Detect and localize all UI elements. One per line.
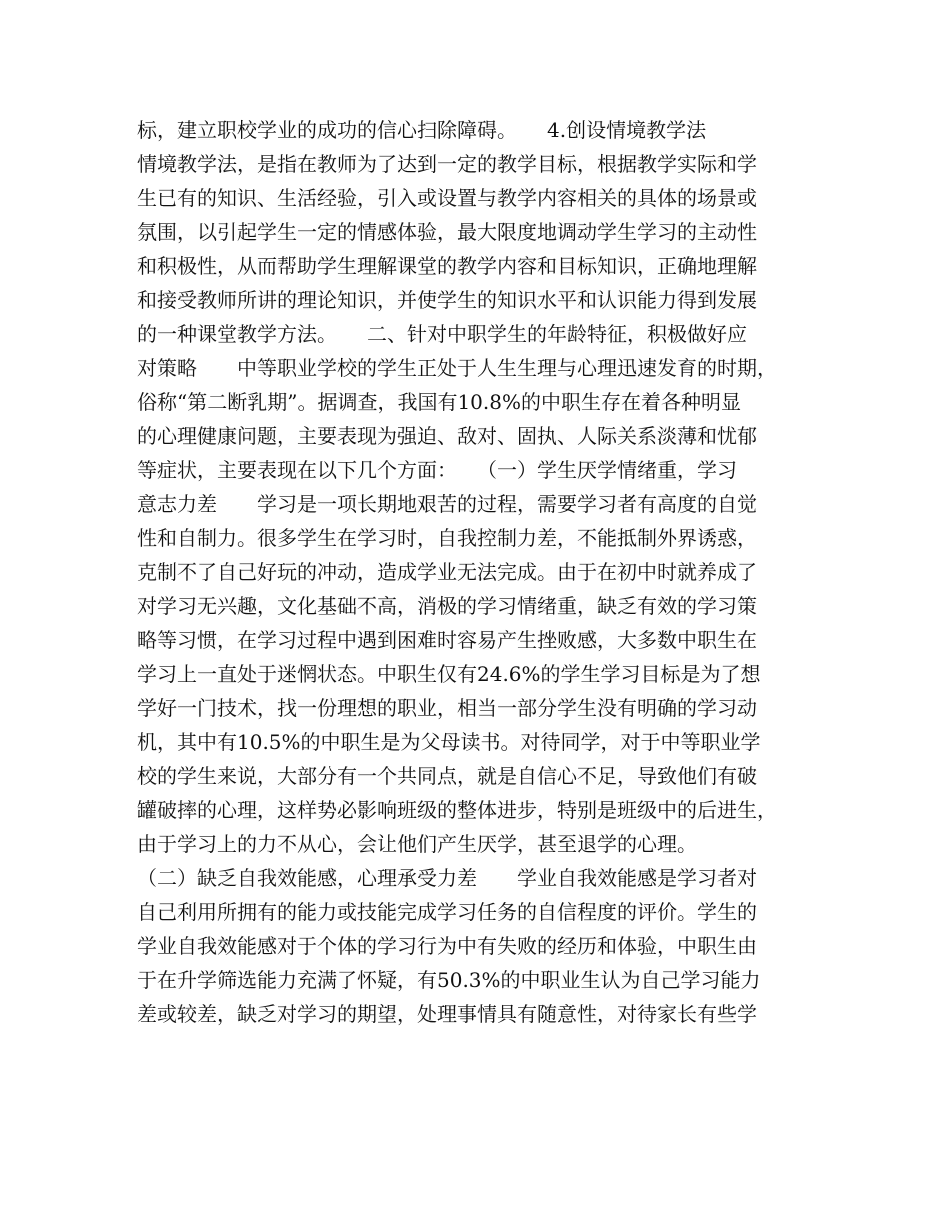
text-line: 俗称“第二断乳期”。据调查，我国有10.8%的中职生存在着各种明显 [137, 390, 741, 414]
text-line: 意志力差 学习是一项长期地艰苦的过程，需要学习者有高度的自觉 [137, 492, 757, 516]
text-line: 的心理健康问题，主要表现为强迫、敌对、固执、人际关系淡薄和忧郁 [137, 424, 757, 448]
text-line: 于在升学筛选能力充满了怀疑，有50.3%的中职业生认为自己学习能力 [137, 968, 761, 992]
text-line: 生已有的知识、生活经验，引入或设置与教学内容相关的具体的场景或 [137, 186, 757, 210]
text-line: 机，其中有10.5%的中职生是为父母读书。对待同学，对于中等职业学 [137, 730, 761, 754]
text-line: 自己利用所拥有的能力或技能完成学习任务的自信程度的评价。学生的 [137, 900, 757, 924]
text-line: 对学习无兴趣，文化基础不高，消极的学习情绪重，缺乏有效的学习策 [137, 594, 757, 618]
text-line: 等症状，主要表现在以下几个方面： （一）学生厌学情绪重，学习 [137, 458, 737, 482]
text-line: 学好一门技术，找一份理想的职业，相当一部分学生没有明确的学习动 [137, 696, 757, 720]
text-line: 对策略 中等职业学校的学生正处于人生生理与心理迅速发育的时期， [137, 356, 777, 380]
text-line: 和接受教师所讲的理论知识，并使学生的知识水平和认识能力得到发展 [137, 288, 757, 312]
text-line: 学习上一直处于迷惘状态。中职生仅有24.6%的学生学习目标是为了想 [137, 662, 761, 686]
text-line: （二）缺乏自我效能感，心理承受力差 学业自我效能感是学习者对 [137, 866, 757, 890]
text-line: 学业自我效能感对于个体的学习行为中有失败的经历和体验，中职生由 [137, 934, 757, 958]
text-line: 略等习惯，在学习过程中遇到困难时容易产生挫败感，大多数中职生在 [137, 628, 757, 652]
text-line: 性和自制力。很多学生在学习时，自我控制力差，不能抵制外界诱惑， [137, 526, 757, 550]
text-line: 罐破摔的心理，这样势必影响班级的整体进步，特别是班级中的后进生， [137, 798, 777, 822]
body-text [137, 113, 827, 1031]
text-line: 差或较差，缺乏对学习的期望，处理事情具有随意性，对待家长有些学 [137, 1002, 757, 1026]
text-line: 氛围，以引起学生一定的情感体验，最大限度地调动学生学习的主动性 [137, 220, 757, 244]
text-line: 校的学生来说，大部分有一个共同点，就是自信心不足，导致他们有破 [137, 764, 757, 788]
text-line: 标，建立职校学业的成功的信心扫除障碍。 4.创设情境教学法 [137, 118, 707, 142]
text-line: 情境教学法，是指在教师为了达到一定的教学目标，根据教学实际和学 [137, 152, 757, 176]
text-line: 由于学习上的力不从心，会让他们产生厌学，甚至退学的心理。 [137, 832, 697, 856]
text-line: 和积极性，从而帮助学生理解课堂的教学内容和目标知识，正确地理解 [137, 254, 757, 278]
text-line: 克制不了自己好玩的冲动，造成学业无法完成。由于在初中时就养成了 [137, 560, 757, 584]
text-line: 的一种课堂教学方法。 二、针对中职学生的年龄特征，积极做好应 [137, 322, 747, 346]
